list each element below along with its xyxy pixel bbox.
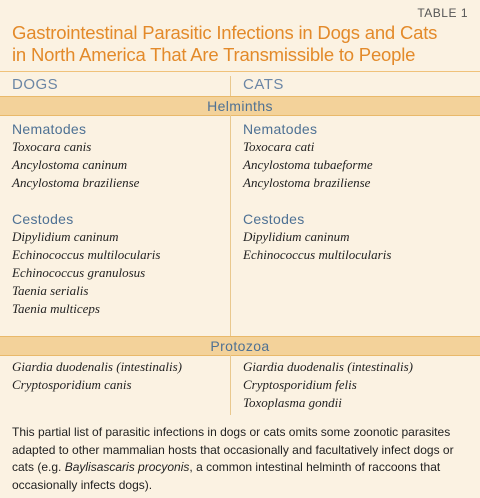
footnote-text: This partial list of parasitic infections in dogs or cats omits some zoonotic parasites adapted to other mammalian hosts that occasionally and facultatively infect dogs or cats (e.g. bbox=[12, 425, 454, 474]
table-title bbox=[12, 22, 472, 66]
title-line-1: Gastrointestinal Parasitic Infections in Dogs and Cats bbox=[12, 22, 438, 43]
list-item: Toxoplasma gondii bbox=[243, 395, 342, 410]
list-item: Giardia duodenalis (intestinalis) bbox=[243, 359, 413, 374]
column-header-cats: CATS bbox=[243, 76, 284, 93]
subheading-cestodes: Cestodes bbox=[243, 211, 305, 227]
list-item: Toxocara canis bbox=[12, 139, 92, 154]
cats-helminths-column bbox=[243, 120, 463, 264]
section-band-helminths: Helminths bbox=[0, 96, 480, 116]
dogs-protozoa-column bbox=[12, 358, 232, 394]
dogs-helminths-column bbox=[12, 120, 232, 318]
table-number-label: TABLE 1 bbox=[417, 6, 468, 20]
list-item: Cryptosporidium canis bbox=[12, 377, 132, 392]
list-item: Ancylostoma caninum bbox=[12, 157, 128, 172]
list-item: Dipylidium caninum bbox=[243, 229, 350, 244]
subheading-nematodes: Nematodes bbox=[12, 121, 87, 137]
list-item: Dipylidium caninum bbox=[12, 229, 119, 244]
list-item: Echinococcus multilocularis bbox=[12, 247, 161, 262]
list-item: Ancylostoma braziliense bbox=[243, 175, 371, 190]
footnote-text-end: , a common intestinal helminth of raccoons that occasionally infects dogs). bbox=[12, 460, 441, 492]
column-header-dogs: DOGS bbox=[12, 76, 59, 93]
table-footnote bbox=[12, 424, 470, 494]
list-item: Toxocara cati bbox=[243, 139, 315, 154]
list-item: Echinococcus multilocularis bbox=[243, 247, 392, 262]
title-divider bbox=[0, 71, 480, 72]
list-item: Taenia serialis bbox=[12, 283, 89, 298]
list-item: Echinococcus granulosus bbox=[12, 265, 146, 280]
list-item: Taenia multiceps bbox=[12, 301, 100, 316]
section-band-protozoa: Protozoa bbox=[0, 336, 480, 356]
title-line-2: in North America That Are Transmissible to People bbox=[12, 44, 416, 65]
list-item: Giardia duodenalis (intestinalis) bbox=[12, 359, 182, 374]
list-item: Cryptosporidium felis bbox=[243, 377, 357, 392]
list-item: Ancylostoma braziliense bbox=[12, 175, 140, 190]
footnote-italic-species: Baylisascaris procyonis bbox=[64, 460, 190, 474]
cats-protozoa-column bbox=[243, 358, 463, 412]
subheading-cestodes: Cestodes bbox=[12, 211, 74, 227]
subheading-nematodes: Nematodes bbox=[243, 121, 318, 137]
column-divider bbox=[230, 76, 231, 96]
list-item: Ancylostoma tubaeforme bbox=[243, 157, 373, 172]
